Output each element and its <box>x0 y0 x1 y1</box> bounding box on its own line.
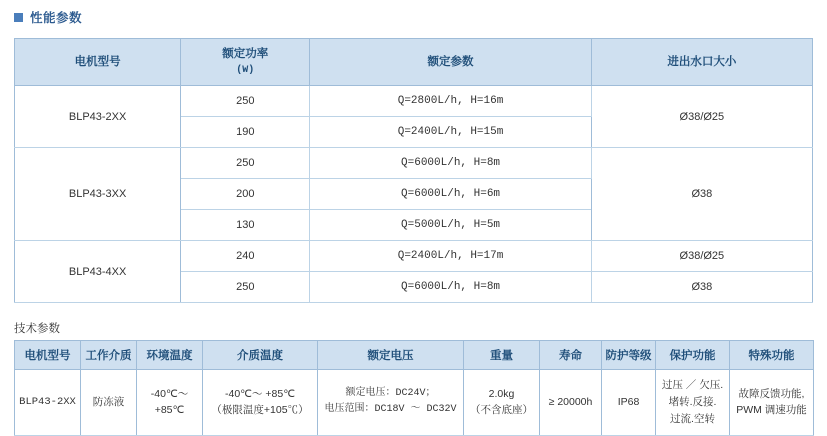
table-row <box>15 148 813 179</box>
cell-params: Q=6000L/h, H=8m <box>310 148 591 179</box>
tech-header-special-function: 特殊功能 <box>730 341 814 370</box>
cell-model: BLP43-4XX <box>15 241 181 303</box>
tech-header-life: 寿命 <box>540 341 602 370</box>
tech-header-medium: 工作介质 <box>81 341 137 370</box>
cell-model: BLP43-3XX <box>15 148 181 241</box>
cell-power: 190 <box>181 117 310 148</box>
tech-parameters-label: 技术参数 <box>14 323 60 336</box>
medium-temp-limit: （极限温度+105℃） <box>211 404 309 417</box>
tech-header-row <box>15 341 814 370</box>
tech-header-voltage: 额定电压 <box>318 341 464 370</box>
cell-params: Q=6000L/h, H=6m <box>310 179 591 210</box>
section-heading <box>14 0 813 32</box>
tech-header-ambient-temp: 环境温度 <box>137 341 203 370</box>
medium-temp-range: -40℃～ +85℃ <box>225 387 295 400</box>
protect-line-3: 过流.空转 <box>670 412 715 425</box>
tech-cell-voltage <box>318 370 464 435</box>
square-bullet-icon <box>14 13 23 22</box>
cell-inout: Ø38 <box>591 272 812 303</box>
tech-cell-model: BLP43-2XX <box>15 370 81 435</box>
tech-cell-protection-grade: IP68 <box>602 370 656 435</box>
technical-parameters-table <box>14 340 814 435</box>
performance-parameters-table <box>14 38 813 303</box>
table-header-row <box>15 39 813 86</box>
cell-params: Q=2400L/h, H=17m <box>310 241 591 272</box>
table-row <box>15 370 814 435</box>
cell-power: 250 <box>181 272 310 303</box>
weight-value: 2.0kg <box>488 387 515 400</box>
special-line-1: 故障反馈功能, <box>738 387 805 400</box>
cell-inout: Ø38 <box>591 148 812 241</box>
tech-cell-medium: 防冻液 <box>81 370 137 435</box>
cell-params: Q=5000L/h, H=5m <box>310 210 591 241</box>
header-inout: 进出水口大小 <box>591 39 812 86</box>
tech-header-medium-temp: 介质温度 <box>203 341 318 370</box>
tech-header-weight: 重量 <box>464 341 540 370</box>
tech-cell-protect-function <box>656 370 730 435</box>
special-line-2: PWM 调速功能 <box>736 404 807 417</box>
tech-cell-life: ≥ 20000h <box>540 370 602 435</box>
cell-params: Q=2800L/h, H=16m <box>310 86 591 117</box>
protect-line-2: 堵转.反接. <box>668 395 717 408</box>
voltage-range: 电压范围：DC18V ～ DC32V <box>324 404 457 416</box>
tech-cell-ambient-temp: -40℃～ +85℃ <box>137 370 203 435</box>
tech-cell-special-function <box>730 370 814 435</box>
voltage-rated: 额定电压：DC24V； <box>345 388 436 400</box>
cell-power: 240 <box>181 241 310 272</box>
cell-power: 250 <box>181 86 310 117</box>
header-model: 电机型号 <box>15 39 181 86</box>
header-params: 额定参数 <box>310 39 591 86</box>
cell-power: 130 <box>181 210 310 241</box>
tech-cell-weight <box>464 370 540 435</box>
tech-header-model: 电机型号 <box>15 341 81 370</box>
protect-line-1: 过压 ／ 欠压. <box>661 379 724 392</box>
cell-inout: Ø38/Ø25 <box>591 86 812 148</box>
cell-params: Q=6000L/h, H=8m <box>310 272 591 303</box>
tech-header-protection-grade: 防护等级 <box>602 341 656 370</box>
table-row <box>15 241 813 272</box>
page-title: 性能参数 <box>30 11 83 25</box>
weight-note: （不含底座） <box>470 404 533 417</box>
table-row <box>15 86 813 117</box>
tech-cell-medium-temp <box>203 370 318 435</box>
tech-header-protect-function: 保护功能 <box>656 341 730 370</box>
cell-power: 250 <box>181 148 310 179</box>
header-power <box>181 39 310 86</box>
cell-params: Q=2400L/h, H=15m <box>310 117 591 148</box>
header-power-unit: (W) <box>236 64 255 76</box>
cell-power: 200 <box>181 179 310 210</box>
cell-inout: Ø38/Ø25 <box>591 241 812 272</box>
header-power-label: 额定功率 <box>222 48 269 60</box>
cell-model: BLP43-2XX <box>15 86 181 148</box>
